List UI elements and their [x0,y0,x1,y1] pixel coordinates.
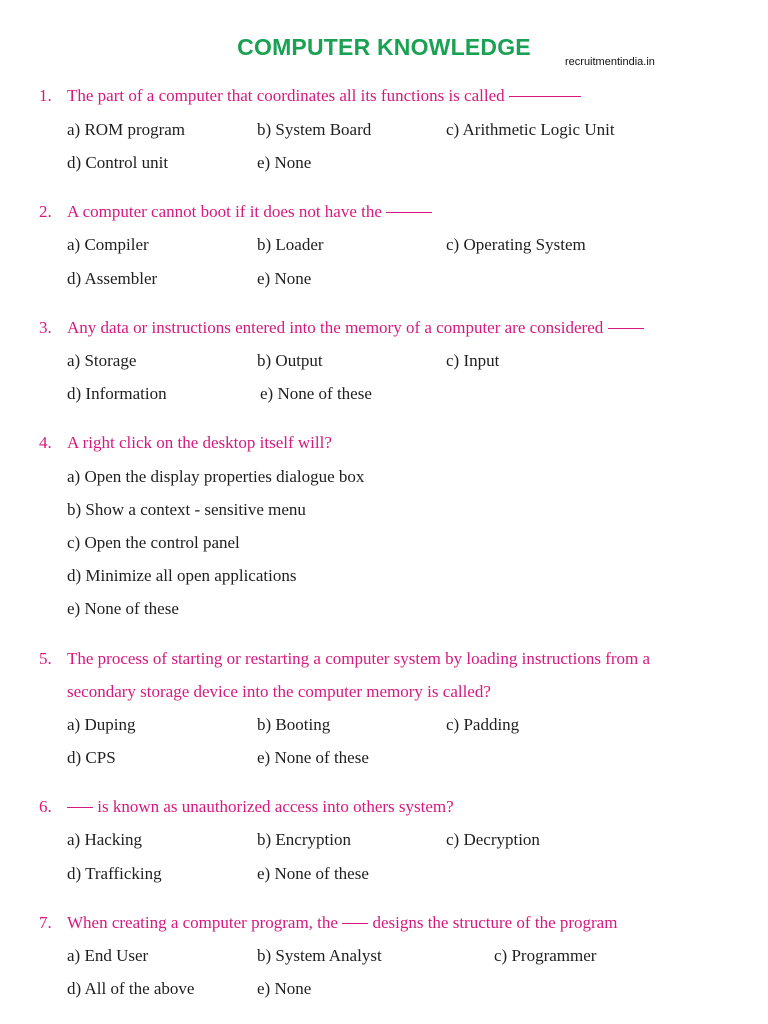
option-d[interactable]: d) Control unit [67,153,169,172]
option-c[interactable]: c) Padding [446,715,520,734]
option-c[interactable]: c) Operating System [446,235,586,254]
question-text-line [0,202,768,226]
option-d[interactable]: d) All of the above [67,979,195,998]
page-title: COMPUTER KNOWLEDGE [237,34,531,60]
page-header [0,34,768,68]
question-number: 2. [39,202,52,221]
option-d[interactable]: d) Information [67,384,167,403]
option-b[interactable]: b) Booting [257,715,331,734]
option-e[interactable]: e) None [257,979,312,998]
question-text-line [0,797,768,821]
option-e[interactable]: e) None of these [257,864,369,883]
question-number: 6. [39,797,52,816]
question-text-line [0,318,768,342]
question-text: Any data or instructions entered into the memory of a computer are considered [67,318,644,338]
question-text-line [0,433,768,457]
question-text: A right click on the desktop itself will? [67,433,332,452]
question-text: A computer cannot boot if it does not have the [67,202,432,222]
answer-blank [386,211,432,213]
option-a[interactable]: a) End User [67,946,149,965]
question-text-line [0,86,768,110]
option-a[interactable]: a) Hacking [67,830,143,849]
question-text-line [0,682,768,706]
option-e[interactable]: e) None of these [67,599,179,618]
option-d[interactable]: d) Trafficking [67,864,162,883]
option-c[interactable]: c) Programmer [494,946,597,965]
option-a[interactable]: a) Storage [67,351,137,370]
option-b[interactable]: b) System Analyst [257,946,382,965]
option-c[interactable]: c) Arithmetic Logic Unit [446,120,615,139]
option-e[interactable]: e) None of these [260,384,372,403]
option-c[interactable]: c) Input [446,351,500,370]
question-text: is known as unauthorized access into others system? [67,797,454,817]
question-text: When creating a computer program, the designs the structure of the program [67,913,618,932]
option-a[interactable]: a) Compiler [67,235,149,254]
option-d[interactable]: d) Minimize all open applications [67,566,297,585]
option-a[interactable]: a) ROM program [67,120,186,139]
site-url: recruitmentindia.in [565,56,655,68]
question-number: 7. [39,913,52,932]
option-a[interactable]: a) Duping [67,715,136,734]
question-number: 4. [39,433,52,452]
option-e[interactable]: e) None [257,153,312,172]
answer-blank [608,327,644,329]
option-c[interactable]: c) Decryption [446,830,540,849]
question-text: The part of a computer that coordinates all its functions is called [67,86,581,106]
option-d[interactable]: d) Assembler [67,269,158,288]
answer-blank [342,922,368,924]
question-text-line [0,649,768,673]
question-text-line-2: secondary storage device into the computer memory is called? [67,682,491,701]
question-number: 1. [39,86,52,105]
option-b[interactable]: b) System Board [257,120,372,139]
answer-blank [67,806,93,808]
option-b[interactable]: b) Output [257,351,323,370]
option-e[interactable]: e) None [257,269,312,288]
option-b[interactable]: b) Show a context - sensitive menu [67,500,306,519]
question-text-line [0,913,768,937]
option-e[interactable]: e) None of these [257,748,369,767]
option-d[interactable]: d) CPS [67,748,116,767]
question-number: 5. [39,649,52,668]
question-number: 3. [39,318,52,337]
answer-blank [509,95,581,97]
option-b[interactable]: b) Loader [257,235,324,254]
option-b[interactable]: b) Encryption [257,830,351,849]
option-a[interactable]: a) Open the display properties dialogue box [67,467,365,486]
option-c[interactable]: c) Open the control panel [67,533,240,552]
question-text-line-1: The process of starting or restarting a computer system by loading instructions from a [67,649,651,668]
